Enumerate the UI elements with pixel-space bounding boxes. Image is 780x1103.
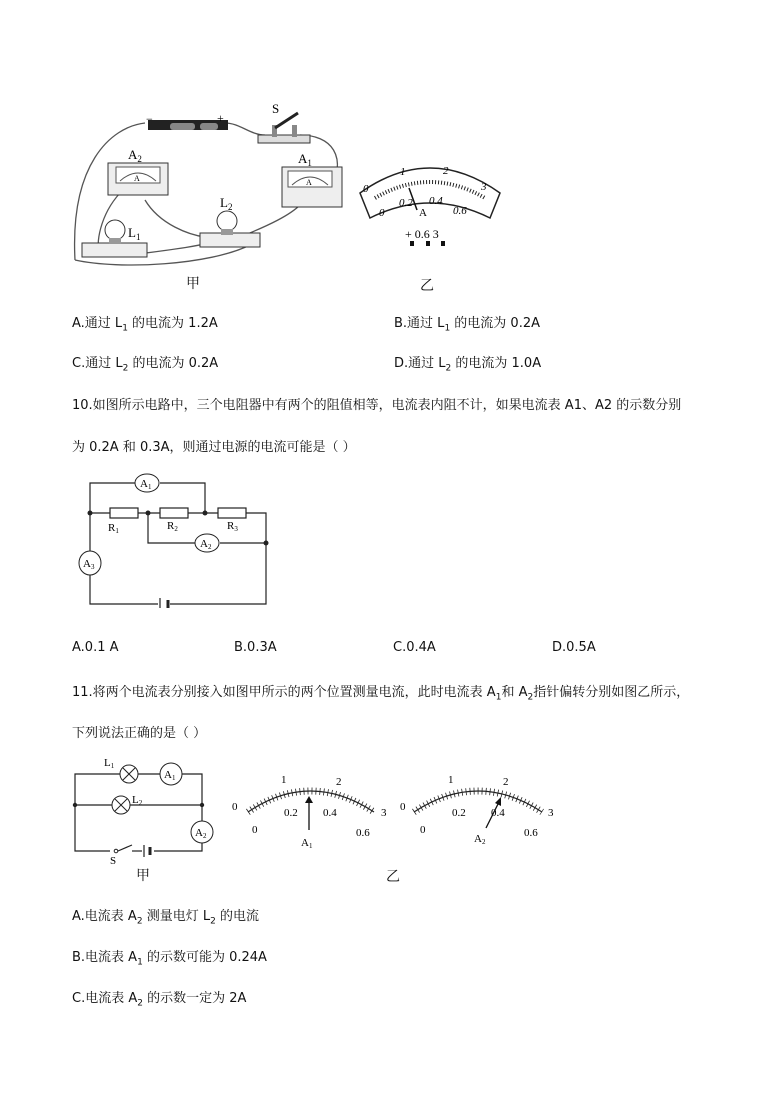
switch bbox=[258, 101, 310, 143]
svg-text:+: + bbox=[217, 111, 224, 125]
q10-label-r3: R3 bbox=[227, 520, 238, 533]
svg-text:A3: A3 bbox=[83, 558, 95, 571]
q10-label-r2: R2 bbox=[167, 520, 178, 533]
q11-option-b: B.电流表 $A_1$ 的示数可能为 0.24A bbox=[72, 950, 267, 968]
q10-label-r1: R1 bbox=[108, 522, 119, 535]
q11-lamp-l1 bbox=[104, 757, 138, 783]
ammeter-a2 bbox=[108, 147, 168, 195]
svg-text:0.2: 0.2 bbox=[284, 807, 298, 819]
q9-option-d: D.通过 $L_2$ 的电流为 1.0A bbox=[394, 356, 542, 374]
svg-text:0.2: 0.2 bbox=[452, 807, 466, 819]
svg-text:3: 3 bbox=[548, 807, 554, 819]
svg-text:0: 0 bbox=[420, 824, 426, 836]
battery bbox=[146, 111, 228, 130]
q11-circuit-diagram bbox=[70, 756, 220, 864]
q11-caption-left: 甲 bbox=[136, 868, 150, 884]
q11-pointer-label-a2: A2 bbox=[474, 833, 486, 846]
svg-text:2: 2 bbox=[443, 165, 449, 177]
svg-text:L2: L2 bbox=[132, 794, 143, 807]
svg-text:L2: $L_2$ bbox=[220, 195, 233, 212]
q11-option-a: A.电流表 $A_2$ 测量电灯 $L_2$ 的电流 bbox=[72, 909, 259, 927]
q10-ammeter-a1 bbox=[135, 474, 159, 492]
q9-option-b: B.通过 $L_1$ 的电流为 0.2A bbox=[394, 316, 541, 334]
svg-text:L1: $L_1$ bbox=[128, 225, 141, 242]
q11-ammeter-a1 bbox=[160, 763, 182, 785]
q10-stem-line1: 10.如图所示电路中，三个电阻器中有两个的阻值相等，电流表内阻不计，如果电流表 A1、A2 的示数分别 bbox=[72, 398, 682, 413]
lamp-l2 bbox=[200, 195, 260, 247]
q10-ammeter-a3 bbox=[79, 551, 101, 575]
q9-option-a: A.通过 $L_1$ 的电流为 1.2A bbox=[72, 316, 218, 334]
svg-text:0.4: 0.4 bbox=[323, 807, 337, 819]
q10-ammeter-a2 bbox=[195, 534, 219, 552]
svg-text:2: 2 bbox=[503, 776, 509, 788]
q11-stem-line1: 11.将两个电流表分别接入如图甲所示的两个位置测量电流，此时电流表 $A_1$和 $A_2$指针偏转分别如图乙所示， bbox=[72, 685, 690, 703]
svg-text:0: 0 bbox=[252, 824, 258, 836]
svg-text:A1: A1 bbox=[164, 769, 176, 782]
q9-option-c: C.通过 $L_2$ 的电流为 0.2A bbox=[72, 356, 219, 374]
svg-text:1: 1 bbox=[448, 774, 454, 786]
q11-dial-a1 bbox=[228, 770, 393, 850]
svg-text:−: − bbox=[146, 112, 153, 126]
svg-text:A2: A2 bbox=[200, 538, 212, 551]
svg-text:A: A bbox=[419, 207, 427, 219]
svg-text:1: 1 bbox=[400, 166, 406, 178]
ammeter-a1 bbox=[282, 151, 342, 207]
q11-caption-right: 乙 bbox=[386, 869, 400, 885]
svg-text:S: S bbox=[272, 101, 280, 116]
svg-text:A2: $A_2$ bbox=[128, 147, 142, 164]
svg-text:0.4: 0.4 bbox=[491, 807, 505, 819]
svg-text:0.6: 0.6 bbox=[356, 827, 370, 839]
figure1-dial bbox=[355, 158, 505, 248]
svg-text:1: 1 bbox=[281, 774, 287, 786]
figure1-caption-left: 甲 bbox=[186, 276, 200, 292]
svg-text:0: 0 bbox=[363, 183, 369, 195]
q11-pointer-label-a1: A1 bbox=[301, 837, 313, 850]
q11-option-c: C.电流表 $A_2$ 的示数一定为 2A bbox=[72, 991, 247, 1009]
q11-lamp-l2 bbox=[112, 794, 143, 814]
svg-text:A2: A2 bbox=[195, 827, 207, 840]
svg-text:0.6: 0.6 bbox=[453, 205, 467, 217]
svg-text:0: 0 bbox=[379, 207, 385, 219]
q10-option-c: C.0.4A bbox=[393, 640, 436, 655]
figure1-caption-right: 乙 bbox=[420, 278, 434, 294]
svg-text:0: 0 bbox=[400, 801, 406, 813]
svg-text:A1: A1 bbox=[140, 478, 152, 491]
q10-stem-line2: 为 0.2A 和 0.3A，则通过电源的电流可能是（ ） bbox=[72, 440, 356, 455]
svg-text:0.4: 0.4 bbox=[429, 195, 443, 207]
svg-text:2: 2 bbox=[336, 776, 342, 788]
svg-text:0: 0 bbox=[232, 801, 238, 813]
svg-text:3: 3 bbox=[481, 181, 487, 193]
svg-text:0.6: 0.6 bbox=[524, 827, 538, 839]
svg-text:+ 0.6 3: + 0.6 3 bbox=[405, 227, 439, 241]
q10-option-a: A.0.1 A bbox=[72, 640, 119, 655]
q11-stem-line2: 下列说法正确的是（ ） bbox=[72, 726, 207, 741]
q11-ammeter-a2 bbox=[191, 821, 213, 843]
svg-text:0.2: 0.2 bbox=[399, 197, 413, 209]
svg-text:A: A bbox=[306, 178, 312, 187]
svg-text:L1: L1 bbox=[104, 757, 115, 770]
q10-circuit-diagram bbox=[70, 468, 280, 608]
figure-physical-circuit bbox=[60, 95, 390, 275]
q11-switch-label: S bbox=[110, 855, 117, 864]
svg-text:A1: $A_1$ bbox=[298, 151, 312, 168]
svg-text:A: A bbox=[134, 174, 140, 183]
lamp-l1 bbox=[82, 220, 147, 257]
svg-text:3: 3 bbox=[381, 807, 387, 819]
q10-option-b: B.0.3A bbox=[234, 640, 277, 655]
q10-option-d: D.0.5A bbox=[552, 640, 596, 655]
q11-dial-a2 bbox=[400, 770, 565, 850]
